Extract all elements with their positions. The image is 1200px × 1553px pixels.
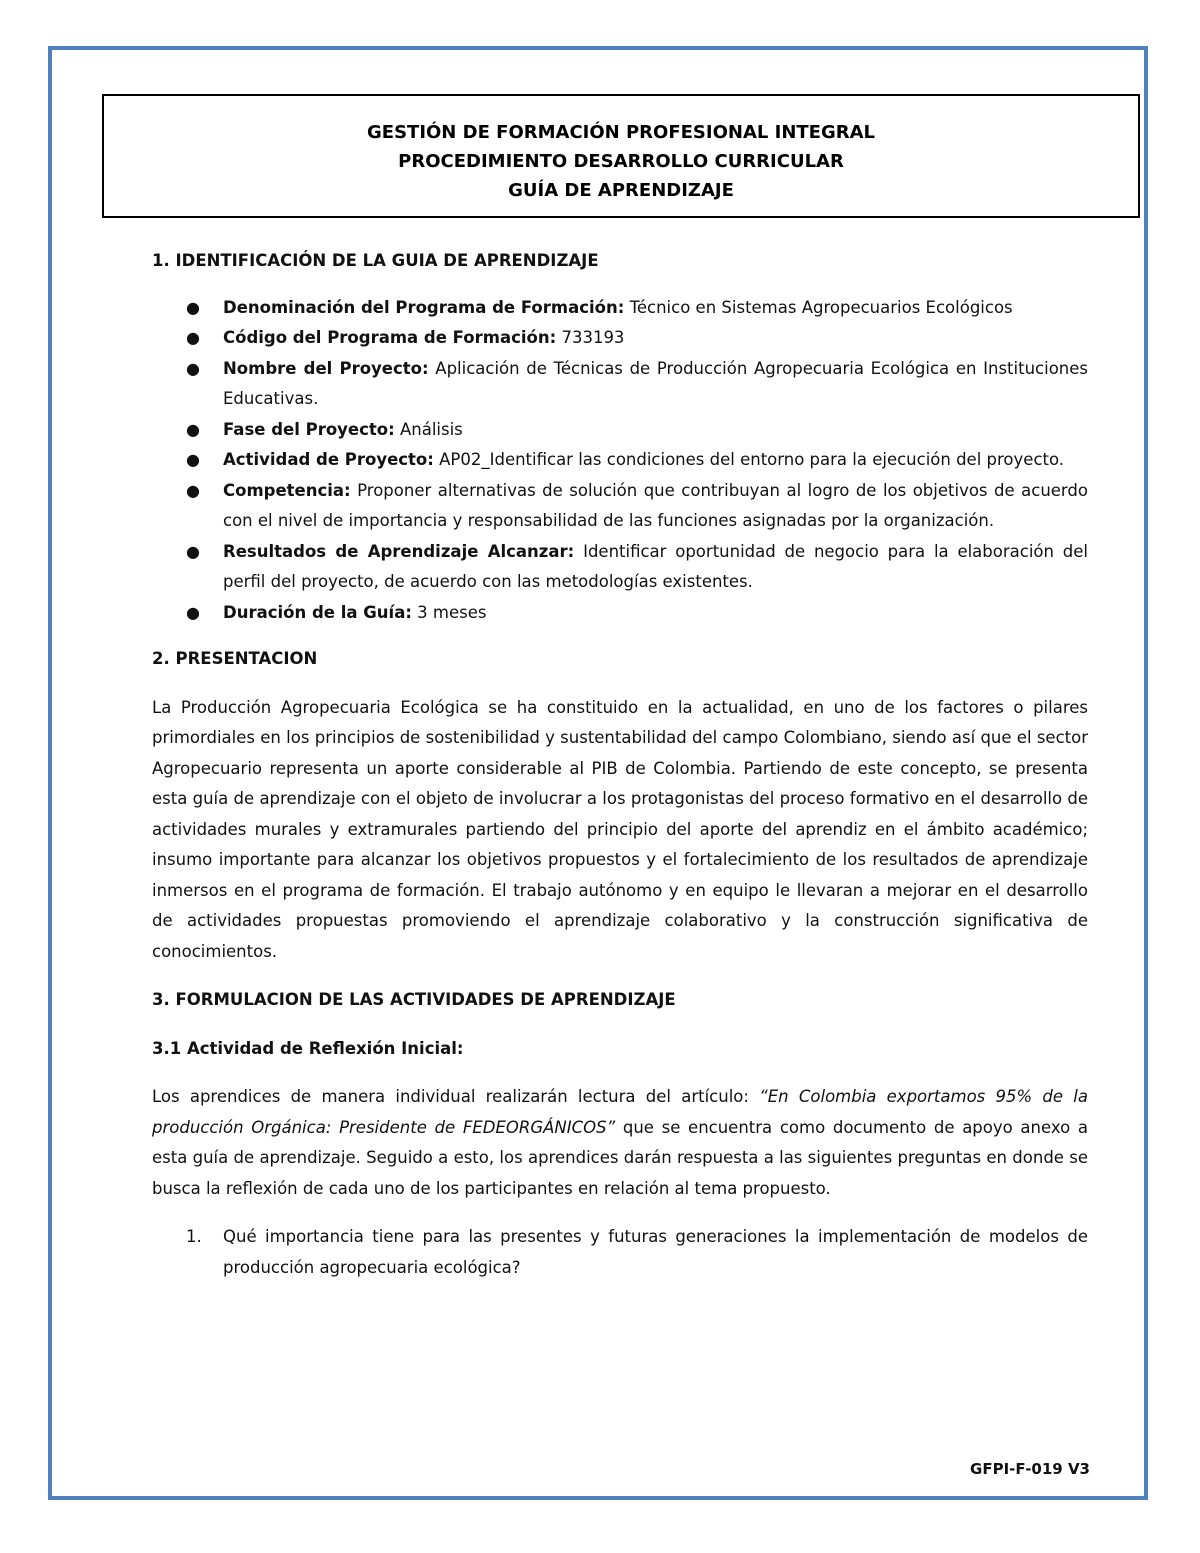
section-1-title: 1. IDENTIFICACIÓN DE LA GUIA DE APRENDIZAJE: [152, 251, 599, 270]
document-header: [102, 94, 1140, 218]
item-value: Análisis: [394, 419, 463, 439]
bullet-icon: ●: [186, 328, 200, 347]
bullet-icon: ●: [186, 297, 200, 317]
item-value: Técnico en Sistemas Agropecuarios Ecológicos: [624, 297, 1013, 317]
item-label: Duración de la Guía:: [223, 602, 412, 622]
bullet-icon: ●: [186, 419, 200, 439]
header-line-3: GUÍA DE APRENDIZAJE: [508, 180, 734, 201]
list-item: [152, 445, 1088, 476]
item-value: 733193: [556, 328, 625, 347]
intro-text: Los aprendices de manera individual realizarán lectura del artículo:: [152, 1087, 760, 1106]
question-text: Qué importancia tiene para las presentes y futuras generaciones la implementación de modelos de producción agropecuaria ecológica?: [223, 1227, 1088, 1277]
section-3-title: 3. FORMULACION DE LAS ACTIVIDADES DE APRENDIZAJE: [152, 990, 676, 1009]
list-item: [152, 293, 1088, 324]
subsection-3-1-title: 3.1 Actividad de Reflexión Inicial:: [152, 1038, 464, 1058]
bullet-icon: ●: [186, 541, 200, 561]
item-label: Fase del Proyecto:: [223, 419, 395, 439]
item-label: Nombre del Proyecto:: [223, 358, 429, 378]
item-value: Proponer alternativas de solución que contribuyan al logro de los objetivos de acuerdo con el nivel de importancia y responsabilidad de las funciones asignadas por la organización.: [223, 480, 1088, 530]
document-content: [152, 246, 1088, 1283]
item-value: Identificar oportunidad de negocio para la elaboración del perfil del proyecto, de acuerdo con las metodologías existentes.: [223, 541, 1088, 591]
list-item: [152, 323, 1088, 354]
question-list: [152, 1222, 1088, 1283]
reflection-intro-paragraph: [152, 1082, 1088, 1204]
item-value: AP02_Identificar las condiciones del entorno para la ejecución del proyecto.: [433, 450, 1065, 469]
list-item: [152, 537, 1088, 598]
item-label: Competencia:: [223, 480, 351, 500]
form-code: GFPI-F-019 V3: [970, 1460, 1090, 1478]
list-item: [152, 598, 1088, 629]
header-line-1: GESTIÓN DE FORMACIÓN PROFESIONAL INTEGRAL: [367, 122, 875, 143]
intro-text-continued: que se encuentra como documento de apoyo anexo a esta guía de aprendizaje. Seguido a esto, los aprendices darán respuesta a las siguientes preguntas en donde se busca la reflexión de cada uno de los participantes en relación al tema propuesto.: [152, 1117, 1088, 1198]
bullet-icon: ●: [186, 480, 200, 500]
item-label: Resultados de Aprendizaje Alcanzar:: [223, 541, 575, 561]
bullet-icon: ●: [186, 358, 200, 378]
list-item: [152, 415, 1088, 446]
item-label: Código del Programa de Formación:: [223, 328, 557, 347]
article-title: “En Colombia exportamos 95% de la producción Orgánica: Presidente de FEDEORGÁNICOS”: [152, 1087, 1088, 1137]
list-item: [152, 476, 1088, 537]
bullet-icon: ●: [186, 602, 200, 622]
item-value: 3 meses: [411, 602, 487, 622]
item-label: Actividad de Proyecto:: [223, 450, 434, 469]
item-label: Denominación del Programa de Formación:: [223, 297, 625, 317]
question-item: [152, 1222, 1088, 1283]
question-number: 1.: [186, 1227, 202, 1246]
section-2-title: 2. PRESENTACION: [152, 649, 318, 668]
presentation-paragraph: La Producción Agropecuaria Ecológica se ha constituido en la actualidad, en uno de los factores o pilares primordiales en los principios de sostenibilidad y sustentabilidad del campo Colombiano, siendo así que el sector Agropecuario representa un aporte considerable al PIB de Colombia. Partiendo de este concepto, se presenta esta guía de aprendizaje con el objeto de involucrar a los protagonistas del proceso formativo en el desarrollo de actividades murales y extramurales partiendo del principio del aporte del aprendiz en el ámbito académico; insumo importante para alcanzar los objetivos propuestos y el fortalecimiento de los resultados de aprendizaje inmersos en el programa de formación. El trabajo autónomo y en equipo le llevaran a mejorar en el desarrollo de actividades propuestas promoviendo el aprendizaje colaborativo y la construcción significativa de conocimientos.: [152, 697, 1088, 961]
header-line-2: PROCEDIMIENTO DESARROLLO CURRICULAR: [398, 151, 844, 172]
bullet-icon: ●: [186, 450, 200, 469]
list-item: [152, 354, 1088, 415]
item-value: Aplicación de Técnicas de Producción Agropecuaria Ecológica en Instituciones Educativas.: [223, 358, 1088, 408]
identification-list: [152, 293, 1088, 629]
